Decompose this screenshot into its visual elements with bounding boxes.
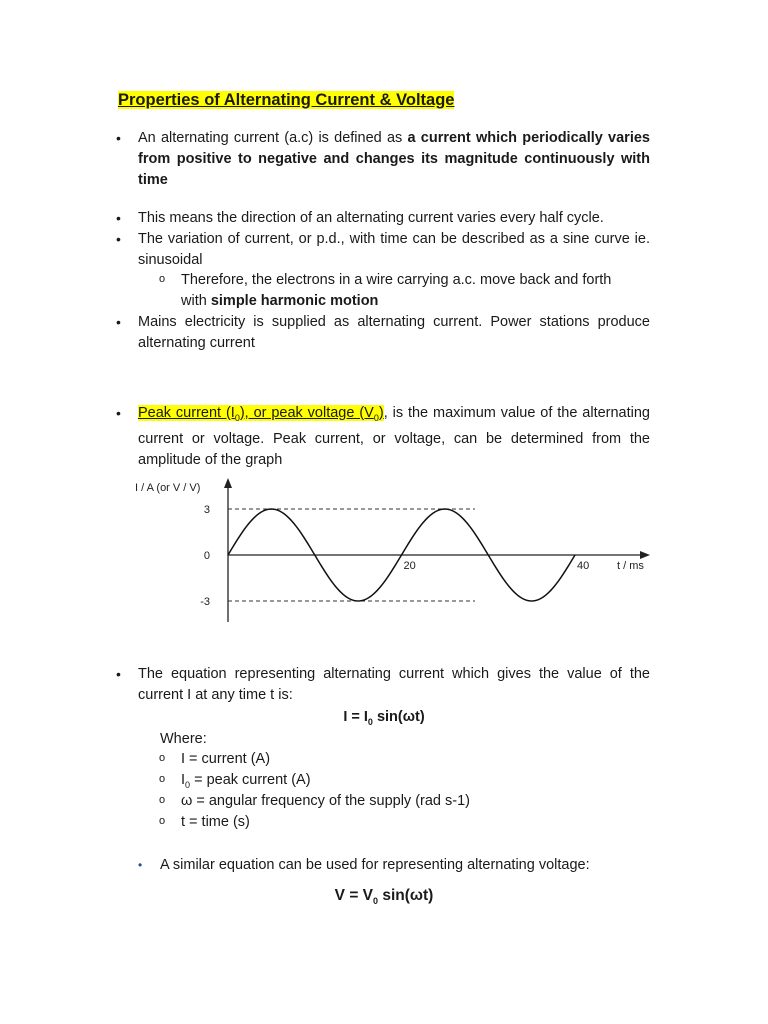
voltage-eq-sub: 0 bbox=[373, 896, 379, 907]
bullet-direction bbox=[138, 208, 650, 229]
chart-y-axis-label: I / A (or V / V) bbox=[135, 482, 201, 494]
x-tick-label: 40 bbox=[577, 560, 590, 572]
peak-rest: , is the maximum value of the alternating current or voltage. Peak current, or voltage, can be determined from the amplitude of the graph bbox=[138, 405, 650, 468]
bullet-mains bbox=[138, 312, 650, 354]
voltage-intro-text: A similar equation can be used for representing alternating voltage: bbox=[160, 857, 590, 873]
shm-intro: Therefore, the electrons in a wire carrying a.c. move back and forth with bbox=[181, 272, 612, 309]
def-peak-sub: 0 bbox=[185, 779, 191, 790]
peak-hl-sub1: 0 bbox=[234, 412, 240, 423]
direction-text: This means the direction of an alternating current varies every half cycle. bbox=[138, 210, 604, 226]
voltage-eq-part-a: V = V bbox=[334, 887, 374, 904]
def-current-text: I = current (A) bbox=[181, 751, 271, 767]
def-time bbox=[181, 812, 641, 833]
chart-x-axis-label: t / ms bbox=[617, 560, 644, 572]
title-text: Properties of Alternating Current & Voltage bbox=[118, 91, 455, 109]
def-current bbox=[181, 749, 641, 770]
x-axis-arrow bbox=[640, 551, 650, 559]
y-tick-label: 0 bbox=[203, 550, 210, 562]
current-equation bbox=[0, 709, 768, 727]
def-omega-text: ω = angular frequency of the supply (rad s-1) bbox=[181, 793, 470, 809]
def-angular-frequency bbox=[181, 791, 641, 812]
shm-bold: simple harmonic motion bbox=[210, 293, 379, 309]
peak-hl-part-c: ) bbox=[378, 405, 384, 421]
voltage-equation bbox=[0, 887, 768, 906]
bullet-voltage-equation bbox=[160, 855, 650, 876]
bullet-equation-intro bbox=[138, 664, 650, 706]
bullet-variation bbox=[138, 229, 650, 271]
current-eq-part-a: I = I bbox=[343, 709, 368, 725]
page-title bbox=[118, 89, 454, 111]
bullet-ac-definition bbox=[138, 128, 650, 191]
ac-definition-bold: a current which periodically varies from positive to negative and changes its magnitude continuously with time bbox=[138, 130, 650, 188]
peak-hl-part-a: Peak current (I bbox=[138, 405, 235, 421]
equation-intro-text: The equation representing alternating current which gives the value of the current I at any time t is: bbox=[138, 666, 650, 703]
current-eq-part-b: sin(ωt) bbox=[372, 709, 425, 725]
current-eq-sub: 0 bbox=[367, 716, 373, 727]
x-tick-label: 20 bbox=[403, 560, 416, 572]
peak-hl-part-b: ), or peak voltage (V bbox=[239, 405, 374, 421]
mains-text: Mains electricity is supplied as alternating current. Power stations produce alternating current bbox=[138, 314, 650, 351]
peak-hl-sub2: 0 bbox=[373, 412, 379, 423]
sine-wave-chart bbox=[130, 476, 650, 624]
variation-text: The variation of current, or p.d., with time can be described as a sine curve ie. sinusoidal bbox=[138, 231, 650, 268]
def-peak-b: = peak current (A) bbox=[190, 772, 311, 788]
peak-highlight bbox=[138, 405, 384, 421]
ac-definition-intro: An alternating current (a.c) is defined as bbox=[138, 130, 408, 146]
voltage-eq-part-b: sin(ωt) bbox=[378, 887, 434, 904]
y-tick-label: -3 bbox=[200, 596, 210, 608]
def-time-text: t = time (s) bbox=[181, 814, 250, 830]
y-tick-label: 3 bbox=[203, 504, 210, 516]
where-label: Where: bbox=[160, 731, 207, 747]
bullet-peak bbox=[138, 403, 650, 471]
def-peak-a: I bbox=[181, 772, 186, 788]
y-axis-arrow bbox=[224, 478, 232, 488]
subbullet-shm bbox=[181, 270, 641, 312]
